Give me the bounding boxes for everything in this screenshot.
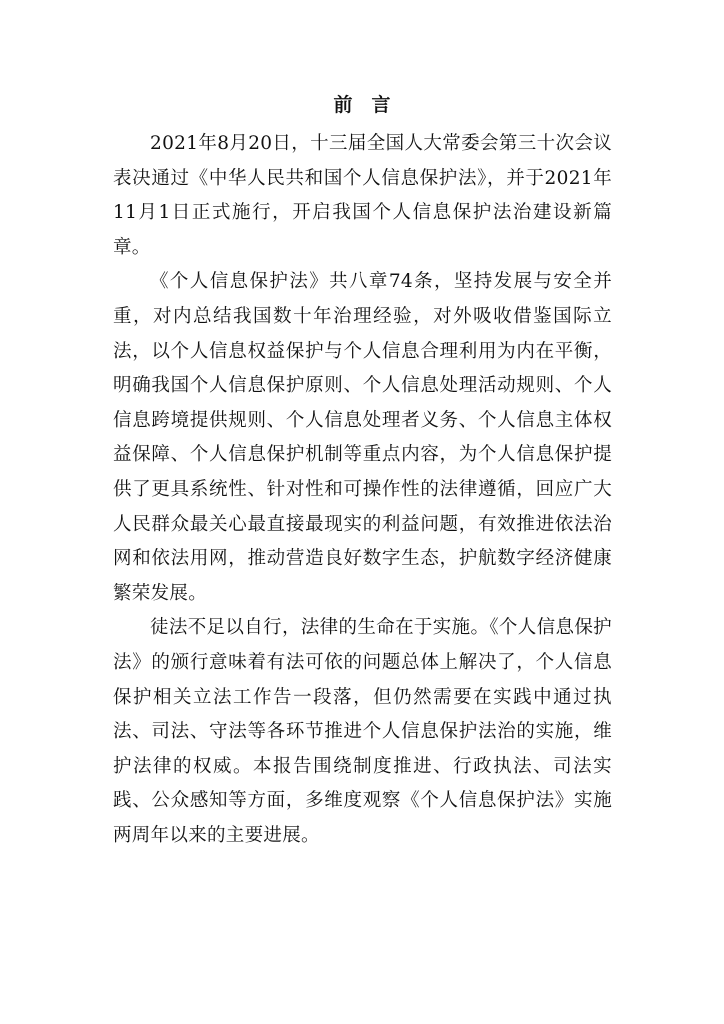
- body-text: [113, 127, 612, 853]
- paragraph-1: 2021年8月20日，十三届全国人大常委会第三十次会议表决通过《中华人民共和国个人信息保护法》，并于2021年11月1日正式施行，开启我国个人信息保护法治建设新篇章。: [113, 133, 612, 258]
- paragraph-3: 徒法不足以自行，法律的生命在于实施。《个人信息保护法》的颁行意味着有法可依的问题总体上解决了，个人信息保护相关立法工作告一段落，但仍然需要在实践中通过执法、司法、守法等各环节推进个人信息保护法治的实施，维护法律的权威。本报告围绕制度推进、行政执法、司法实践、公众感知等方面，多维度观察《个人信息保护法》实施两周年以来的主要进展。: [113, 617, 612, 846]
- paragraph-2: 《个人信息保护法》共八章74条，坚持发展与安全并重，对内总结我国数十年治理经验，对外吸收借鉴国际立法，以个人信息权益保护与个人信息合理利用为内在平衡，明确我国个人信息保护原则、个人信息处理活动规则、个人信息跨境提供规则、个人信息处理者义务、个人信息主体权益保障、个人信息保护机制等重点内容，为个人信息保护提供了更具系统性、针对性和可操作性的法律遵循，回应广大人民群众最关心最直接最现实的利益问题，有效推进依法治网和依法用网，推动营造良好数字生态，护航数字经济健康繁荣发展。: [113, 271, 612, 604]
- page-title: 前言: [333, 94, 410, 116]
